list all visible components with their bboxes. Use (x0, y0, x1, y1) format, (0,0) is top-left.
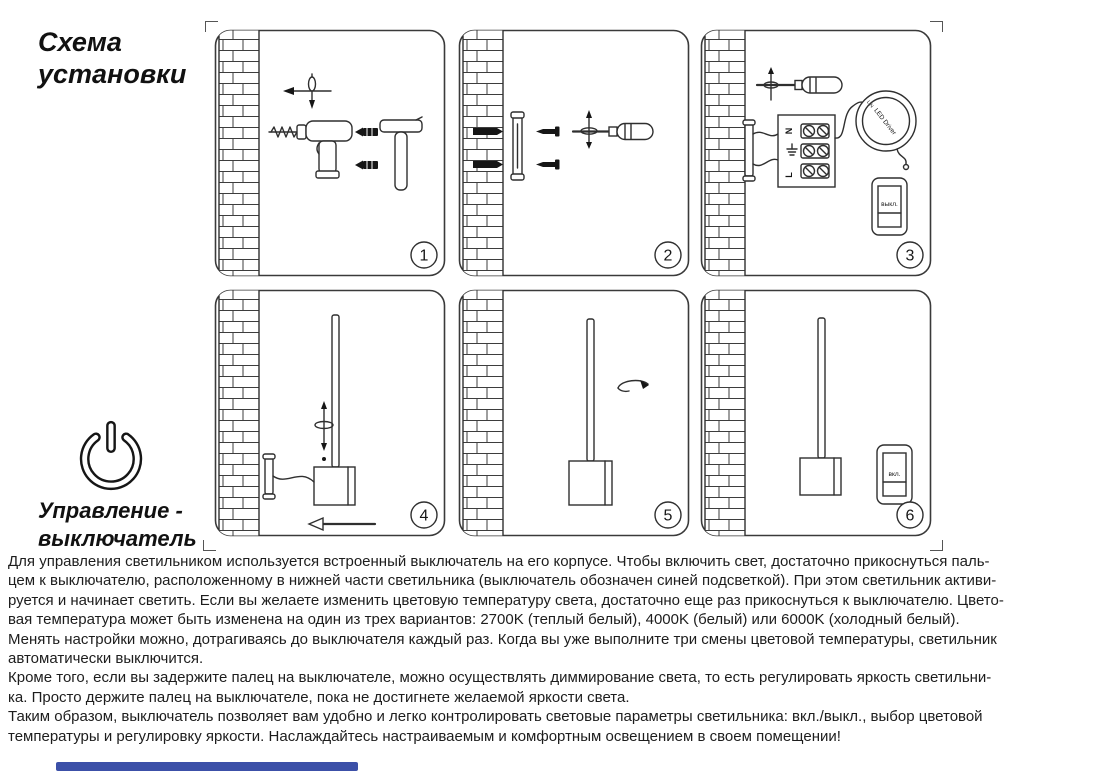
step-panel-6 (699, 288, 933, 538)
svg-text:вкл.: вкл. (888, 471, 901, 478)
step-number-badge (411, 242, 437, 268)
step-number-badge (897, 502, 923, 528)
step-number-badge (897, 242, 923, 268)
svg-text:5: 5 (663, 507, 673, 525)
svg-text:3: 3 (905, 247, 915, 265)
svg-text:2: 2 (663, 247, 673, 265)
svg-text:6: 6 (905, 507, 915, 525)
text-line: цем к выключателю, расположенному в нижней части светильника (выключатель обозначен синей подсветкой). При этом светильник активи- (8, 572, 997, 590)
brick-wall (705, 30, 745, 276)
mounting-bracket-icon (511, 112, 524, 180)
text-line: Менять настройки можно, дотрагиваясь до выключателя каждый раз. Когда вы уже выполните три смены цветовой температуры, светильник (8, 630, 997, 648)
svg-text:4: 4 (419, 507, 429, 525)
svg-text:выкл.: выкл. (881, 201, 898, 208)
step-panel-3 (699, 28, 933, 278)
text-line: температуры и регулировку яркости. Наслаждайтесь настраиваемым и комфортным освещением в своем помещении! (8, 727, 841, 745)
svg-text:N: N (784, 127, 794, 135)
step-number-badge (411, 502, 437, 528)
step-panel-2 (457, 28, 691, 278)
page-title: Схема установки (38, 27, 187, 90)
svg-text:L N: L N (865, 99, 875, 110)
control-caption: Управление - выключатель (38, 498, 197, 551)
svg-text:1: 1 (419, 247, 429, 265)
text-line: вая температура может быть изменена на один из трех вариантов: 2700K (теплый белый), 4000K (белый) или 6000K (холодный белый). (8, 611, 960, 629)
instruction-text (8, 552, 1100, 746)
text-line: Таким образом, выключатель позволяет вам удобно и легко контролировать световые параметры светильника: вкл./выкл., выбор цветовой (8, 708, 983, 726)
text-line: Для управления светильником используется встроенный выключатель на его корпусе. Чтобы включить свет, достаточно прикоснуться паль- (8, 553, 990, 570)
text-line: Кроме того, если вы задержите палец на выключателе, можно осуществлять диммирование света, то есть регулировать яркость светильни- (8, 669, 992, 687)
step-panel-4 (213, 288, 447, 538)
brick-wall (463, 30, 503, 276)
step-panel-1 (213, 28, 447, 278)
brick-wall (463, 290, 503, 536)
wall-switch-on (877, 445, 912, 504)
terminal-block (778, 115, 835, 187)
step-number-badge (655, 242, 681, 268)
text-line: ка. Просто держите палец на выключателе, пока не достигнете желаемой яркости света. (8, 688, 630, 706)
brick-wall (219, 30, 259, 276)
text-line: руется и начинает светить. Если вы желаете изменить цветовую температуру света, достаточно еще раз прикоснуться к выключателю. Цвето- (8, 591, 1004, 609)
svg-text:L: L (784, 172, 794, 178)
step-panel-5 (457, 288, 691, 538)
svg-text:LED Driver: LED Driver (872, 107, 898, 137)
brick-wall (705, 290, 745, 536)
text-line: автоматически выключится. (8, 650, 204, 668)
mounting-bracket-icon (743, 120, 755, 181)
step-number-badge (655, 502, 681, 528)
power-symbol-icon (72, 414, 150, 496)
crop-mark-bottom-right (930, 540, 943, 551)
wall-switch-off (872, 178, 907, 235)
cropped-highlight-bar (56, 762, 358, 771)
